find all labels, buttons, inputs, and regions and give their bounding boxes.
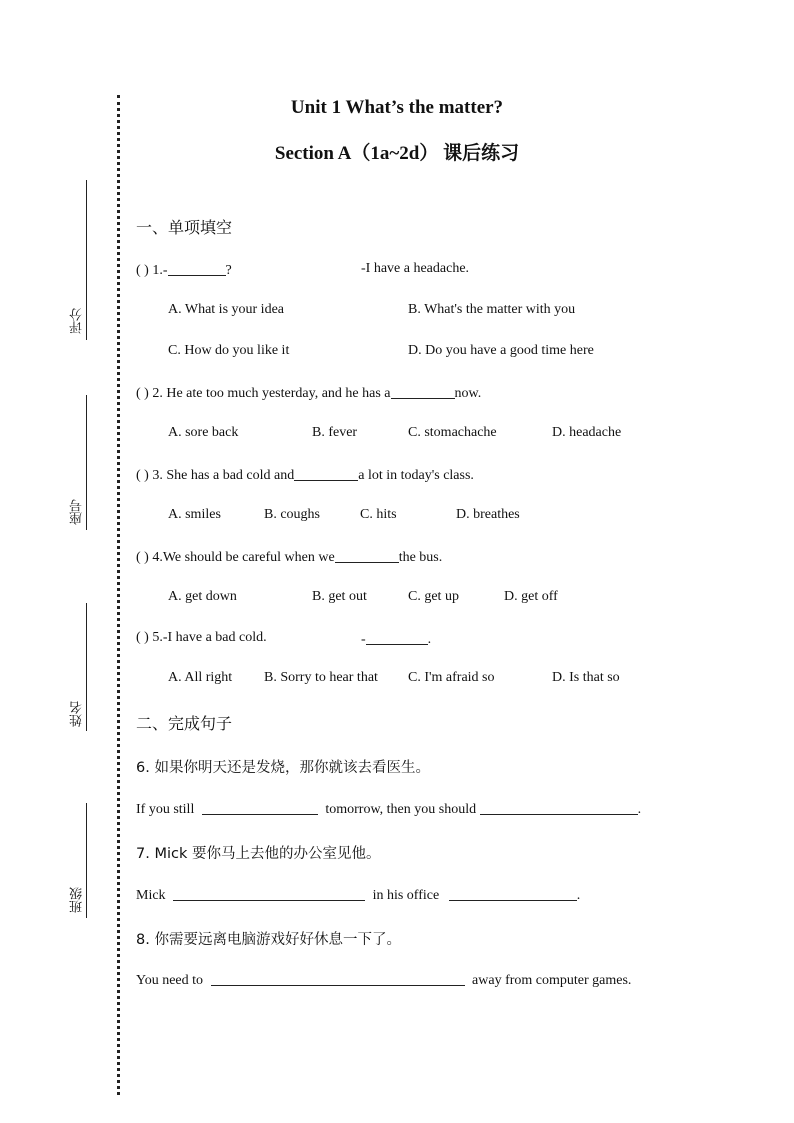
option-d: D. get off: [504, 589, 558, 604]
answer-paren: ( ): [136, 386, 149, 401]
question-7-chinese: 7. Mick 要你马上去他的办公室见他。: [136, 846, 381, 862]
answer-blank[interactable]: [211, 971, 465, 986]
question-text: 5.-I have a bad cold.: [152, 630, 267, 645]
question-1-reply: -I have a headache.: [361, 261, 470, 276]
question-text: 3. She has a bad cold and: [152, 468, 295, 483]
question-text: a lot in today's class.: [358, 468, 474, 483]
side-field-score: [68, 180, 92, 340]
question-text: ?: [225, 263, 232, 278]
question-5-reply: [361, 630, 431, 648]
question-text: away from computer games.: [472, 973, 632, 988]
question-4: [136, 548, 442, 566]
option-b: B. Sorry to hear that: [264, 670, 378, 685]
option-c: C. I'm afraid so: [408, 670, 495, 685]
question-8-chinese: 8. 你需要远离电脑游戏好好休息一下了。: [136, 932, 401, 948]
option-c: C. How do you like it: [168, 343, 290, 358]
question-7-english: [136, 886, 580, 904]
option-b: B. coughs: [264, 507, 320, 522]
question-text: 2. He ate too much yesterday, and he has a: [152, 386, 391, 401]
option-d: D. headache: [552, 425, 622, 440]
question-2: [136, 384, 481, 402]
option-a: A. All right: [168, 670, 233, 685]
answer-paren: ( ): [136, 263, 149, 278]
side-label-seat: 座号: [70, 499, 85, 525]
option-b: B. What's the matter with you: [408, 302, 576, 317]
question-6-english: [136, 800, 641, 818]
answer-blank[interactable]: [366, 630, 428, 645]
question-text: .: [427, 632, 432, 647]
option-b: B. get out: [312, 589, 367, 604]
question-text: If you still: [136, 802, 195, 817]
option-c: C. hits: [360, 507, 397, 522]
answer-blank[interactable]: [168, 261, 226, 276]
page-title: Unit 1 What’s the matter?: [290, 97, 504, 118]
question-text: 1.-: [152, 263, 168, 278]
side-field-class: [68, 803, 92, 918]
side-label-score: 评分: [70, 308, 85, 334]
answer-blank[interactable]: [335, 548, 399, 563]
section-heading-complete: 二、完成句子: [136, 714, 233, 733]
option-a: A. sore back: [168, 425, 239, 440]
question-text: the bus.: [398, 550, 443, 565]
section-heading-choice: 一、单项填空: [136, 218, 233, 237]
answer-blank[interactable]: [391, 384, 455, 399]
binding-line: [117, 95, 120, 1095]
question-text: in his office: [372, 888, 440, 903]
side-field-name: [68, 603, 92, 731]
answer-paren: ( ): [136, 630, 149, 645]
option-d: D. Is that so: [552, 670, 620, 685]
question-text: now.: [454, 386, 482, 401]
side-label-name: 姓名: [70, 701, 85, 727]
option-a: A. get down: [168, 589, 237, 604]
question-text: You need to: [136, 973, 204, 988]
answer-blank[interactable]: [480, 800, 638, 815]
option-c: C. get up: [408, 589, 459, 604]
option-b: B. fever: [312, 425, 358, 440]
question-text: tomorrow, then you should: [325, 802, 477, 817]
option-c: C. stomachache: [408, 425, 497, 440]
option-a: A. What is your idea: [168, 302, 284, 317]
question-text: 4.We should be careful when we: [152, 550, 335, 565]
answer-blank[interactable]: [294, 466, 358, 481]
answer-blank[interactable]: [173, 886, 365, 901]
page-subtitle: Section A（1a~2d） 课后练习: [274, 143, 520, 164]
question-text: Mick: [136, 888, 166, 903]
question-text: .: [637, 802, 642, 817]
side-field-seat: [68, 395, 92, 530]
answer-blank[interactable]: [449, 886, 577, 901]
option-a: A. smiles: [168, 507, 221, 522]
question-text: .: [576, 888, 581, 903]
answer-paren: ( ): [136, 550, 149, 565]
option-d: D. breathes: [456, 507, 520, 522]
question-6-chinese: 6. 如果你明天还是发烧，那你就该去看医生。: [136, 760, 430, 776]
question-5: [136, 630, 267, 646]
question-8-english: [136, 971, 631, 989]
side-label-class: 班级: [70, 887, 85, 913]
answer-paren: ( ): [136, 468, 149, 483]
question-3: [136, 466, 474, 484]
question-text: -: [361, 632, 366, 647]
option-d: D. Do you have a good time here: [408, 343, 594, 358]
question-1: [136, 261, 232, 279]
answer-blank[interactable]: [202, 800, 318, 815]
